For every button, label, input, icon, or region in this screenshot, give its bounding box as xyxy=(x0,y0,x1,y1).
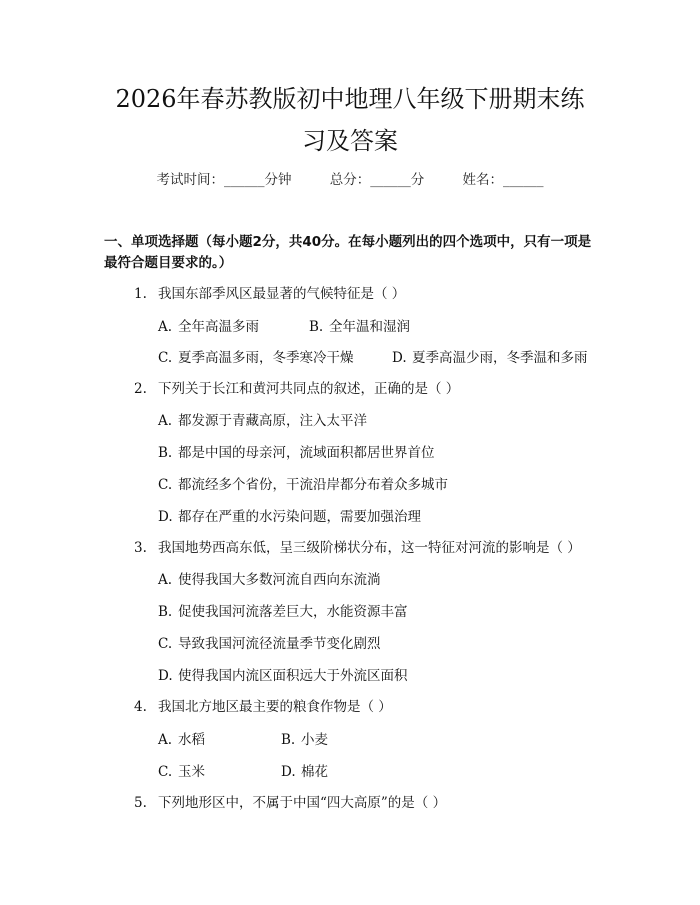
q3-option-c: C. 导致我国河流径流量季节变化剧烈 xyxy=(158,636,381,652)
question-number: 3. xyxy=(134,540,147,556)
question-2 xyxy=(134,377,459,397)
q3-option-a: A. 使得我国大多数河流自西向东流淌 xyxy=(158,572,381,588)
question-text: 我国地势西高东低，呈三级阶梯状分布，这一特征对河流的影响是（ ） xyxy=(158,540,581,556)
question-number: 1. xyxy=(134,286,147,302)
question-text: 下列关于长江和黄河共同点的叙述，正确的是（ ） xyxy=(158,381,460,397)
question-3 xyxy=(134,536,581,556)
q2-option-a: A. 都发源于青藏高原，注入太平洋 xyxy=(158,413,367,429)
q1-option-c: C. 夏季高温多雨，冬季寒冷干燥 xyxy=(158,350,354,366)
question-4 xyxy=(134,695,392,715)
q4-option-c: C. 玉米 xyxy=(158,764,205,780)
q3-option-b: B. 促使我国河流落差巨大，水能资源丰富 xyxy=(158,604,408,620)
question-text: 我国东部季风区最显著的气候特征是（ ） xyxy=(158,286,406,302)
q1-option-a: A. 全年高温多雨 xyxy=(158,319,259,335)
exam-info-line xyxy=(0,168,700,188)
q4-option-b: B. 小麦 xyxy=(281,732,328,748)
section-heading: 一、单项选择题（每小题2分，共40分。在每小题列出的四个选项中，只有一项是最符合题目要求的。） xyxy=(104,234,592,271)
question-number: 4. xyxy=(134,699,147,715)
q1-option-d: D. 夏季高温少雨，冬季温和多雨 xyxy=(392,350,588,366)
q4-option-d: D. 棉花 xyxy=(281,764,328,780)
title-line-2: 习及答案 xyxy=(302,127,398,155)
q4-option-a: A. 水稻 xyxy=(158,732,205,748)
q2-option-d: D. 都存在严重的水污染问题，需要加强治理 xyxy=(158,509,421,525)
q1-option-b: B. 全年温和湿润 xyxy=(309,319,410,335)
question-1 xyxy=(134,282,405,302)
score-blank: ______ xyxy=(370,172,411,188)
total-score: 总分：______分 xyxy=(329,172,425,188)
question-number: 2. xyxy=(134,381,147,397)
title-line-1: 2026年春苏教版初中地理八年级下册期末练 xyxy=(115,85,585,113)
exam-time: 考试时间：______分钟 xyxy=(156,172,292,188)
q2-option-b: B. 都是中国的母亲河，流域面积都居世界首位 xyxy=(158,445,435,461)
q2-option-c: C. 都流经多个省份，干流沿岸都分布着众多城市 xyxy=(158,477,448,493)
question-text: 下列地形区中，不属于中国“四大高原”的是（ ） xyxy=(158,795,447,811)
exam-time-blank: ______ xyxy=(223,172,265,188)
name-blank: ______ xyxy=(503,172,544,188)
document-title xyxy=(40,78,660,162)
q3-option-d: D. 使得我国内流区面积远大于外流区面积 xyxy=(158,668,408,684)
question-number: 5. xyxy=(134,795,147,811)
question-5 xyxy=(134,791,446,811)
question-text: 我国北方地区最主要的粮食作物是（ ） xyxy=(158,699,392,715)
student-name: 姓名：______ xyxy=(462,172,544,188)
